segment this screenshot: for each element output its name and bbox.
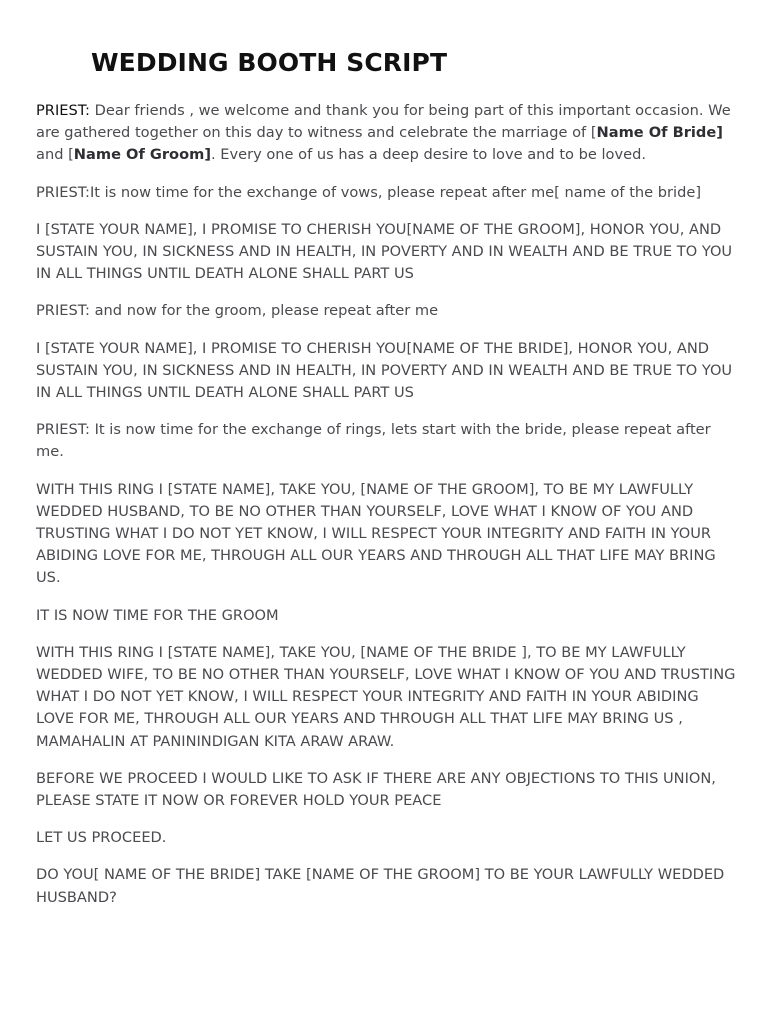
paragraph-question: DO YOU[ NAME OF THE BRIDE] TAKE [NAME OF THE GROOM] TO BE YOUR LAWFULLY WEDDED HUSBAND?	[36, 866, 725, 906]
paragraph-vows-intro: PRIEST:It is now time for the exchange of vows, please repeat after me[ name of the bride]	[36, 183, 702, 201]
paragraph-bride-ring-vow: WITH THIS RING I [STATE NAME], TAKE YOU, [NAME OF THE GROOM], TO BE MY LAWFULLY WEDDED HUSBAND, TO BE NO OTHER THAN YOURSELF, LOVE WHAT I KNOW OF YOU AND TRUSTING WHAT I DO NOT YET KNOW, I WILL RESPECT YOUR INTEGRITY AND FAITH IN YOUR ABIDING LOVE FOR ME, THROUGH ALL OUR YEARS AND THROUGH ALL THAT LIFE MAY BRING US.	[36, 480, 716, 587]
groom-name-placeholder: Name Of Groom]	[73, 146, 211, 164]
speaker-label: PRIEST:	[36, 102, 90, 119]
paragraph-groom-vow: I [STATE YOUR NAME], I PROMISE TO CHERISH YOU[NAME OF THE BRIDE], HONOR YOU, AND SUSTAIN YOU, IN SICKNESS AND IN HEALTH, IN POVERTY AND IN WEALTH AND BE TRUE TO YOU IN ALL THINGS UNTIL DEATH ALONE SHALL PART US	[36, 339, 733, 402]
paragraph-bride-vow: I [STATE YOUR NAME], I PROMISE TO CHERISH YOU[NAME OF THE GROOM], HONOR YOU, AND SUSTAIN YOU, IN SICKNESS AND IN HEALTH, IN POVERTY AND IN WEALTH AND BE TRUE TO YOU IN ALL THINGS UNTIL DEATH ALONE SHALL PART US	[36, 220, 733, 283]
document-title: WEDDING BOOTH SCRIPT	[91, 48, 448, 77]
paragraph-objections: BEFORE WE PROCEED I WOULD LIKE TO ASK IF THERE ARE ANY OBJECTIONS TO THIS UNION, PLEASE STATE IT NOW OR FOREVER HOLD YOUR PEACE	[36, 769, 716, 810]
paragraph-welcome	[36, 100, 736, 167]
paragraph-groom-ring-vow: WITH THIS RING I [STATE NAME], TAKE YOU, [NAME OF THE BRIDE ], TO BE MY LAWFULLY WEDDED WIFE, TO BE NO OTHER THAN YOURSELF, LOVE WHAT I KNOW OF YOU AND TRUSTING WHAT I DO NOT YET KNOW, I WILL RESPECT YOUR INTEGRITY AND FAITH IN YOUR ABIDING LOVE FOR ME, THROUGH ALL OUR YEARS AND THROUGH ALL THAT LIFE MAY BRING US , MAMAHALIN AT PANININDIGAN KITA ARAW ARAW.	[36, 643, 736, 750]
bride-name-placeholder: Name Of Bride]	[596, 124, 723, 142]
document-body	[36, 100, 736, 924]
welcome-text-b: and [	[36, 146, 74, 164]
paragraph-groom-turn: IT IS NOW TIME FOR THE GROOM	[36, 606, 279, 624]
paragraph-groom-intro: PRIEST: and now for the groom, please repeat after me	[36, 302, 439, 320]
welcome-text-a: Dear friends , we welcome and thank you for being part of this important occasion. We are gathered together on this day to witness and celebrate the marriage of [	[36, 102, 731, 142]
welcome-text-c: . Every one of us has a deep desire to love and to be loved.	[210, 146, 646, 164]
paragraph-proceed: LET US PROCEED.	[36, 829, 167, 847]
paragraph-rings-intro: PRIEST: It is now time for the exchange of rings, lets start with the bride, please repeat after me.	[36, 421, 711, 461]
